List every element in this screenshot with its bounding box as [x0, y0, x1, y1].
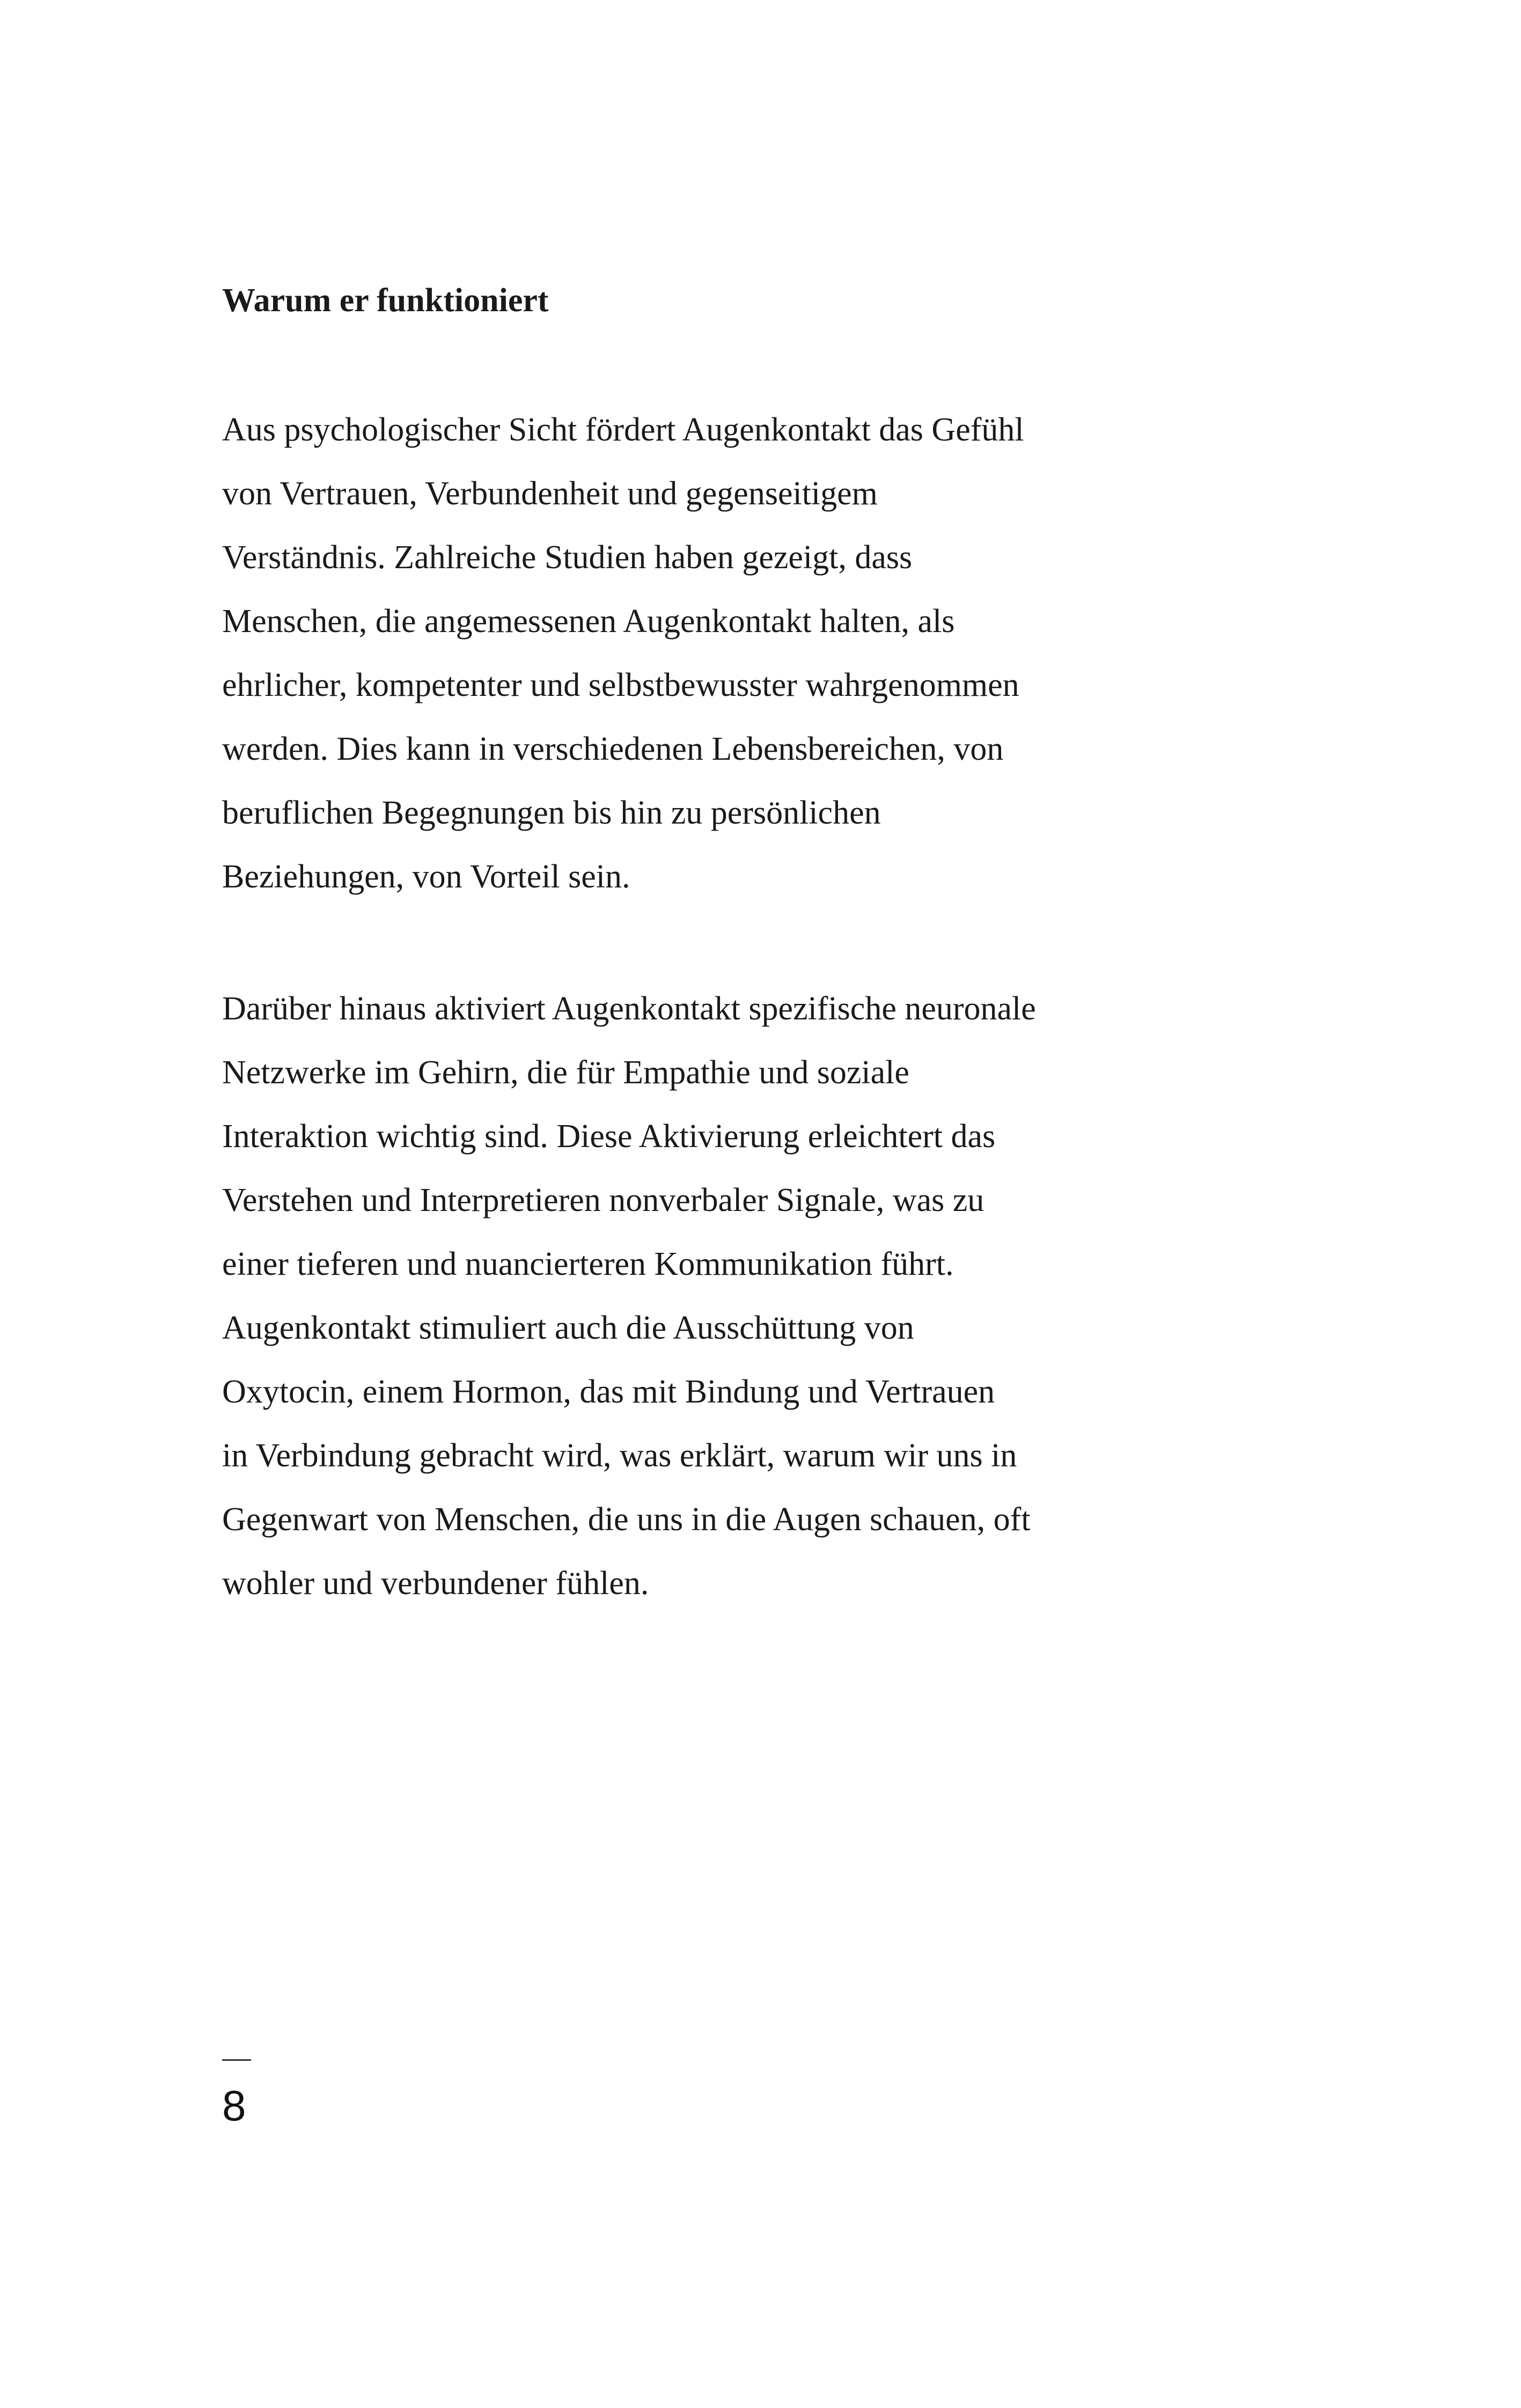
paragraph-line: einer tieferen und nuancierteren Kommunikation führt.: [222, 1246, 954, 1282]
paragraph-line: Verständnis. Zahlreiche Studien haben gezeigt, dass: [222, 539, 913, 576]
footer-divider: [222, 2059, 251, 2061]
paragraph-line: wohler und verbundener fühlen.: [222, 1565, 649, 1602]
paragraph-line: von Vertrauen, Verbundenheit und gegenseitigem: [222, 475, 878, 512]
paragraph-line: Darüber hinaus aktiviert Augenkontakt spezifische neuronale: [222, 990, 1036, 1027]
paragraph-line: ehrlicher, kompetenter und selbstbewusster wahrgenommen: [222, 667, 1019, 703]
paragraph-line: Menschen, die angemessenen Augenkontakt halten, als: [222, 603, 955, 640]
paragraph-line: Verstehen und Interpretieren nonverbaler Signale, was zu: [222, 1182, 984, 1218]
paragraph-line: Oxytocin, einem Hormon, das mit Bindung und Vertrauen: [222, 1374, 995, 1410]
paragraph-line: Interaktion wichtig sind. Diese Aktivierung erleichtert das: [222, 1118, 996, 1155]
paragraph-line: Beziehungen, von Vorteil sein.: [222, 858, 630, 895]
paragraph-line: Netzwerke im Gehirn, die für Empathie und soziale: [222, 1054, 909, 1091]
paragraph-line: Aus psychologischer Sicht fördert Augenkontakt das Gefühl: [222, 412, 1024, 448]
paragraph-line: Augenkontakt stimuliert auch die Ausschüttung von: [222, 1310, 914, 1346]
paragraph-line: Gegenwart von Menschen, die uns in die Augen schauen, oft: [222, 1501, 1031, 1538]
paragraph-1: [222, 398, 1241, 909]
section-heading: Warum er funktioniert: [222, 282, 549, 319]
paragraph-line: beruflichen Begegnungen bis hin zu persönlichen: [222, 795, 881, 831]
paragraph-line: werden. Dies kann in verschiedenen Lebensbereichen, von: [222, 731, 1004, 767]
page-number: 8: [222, 2082, 246, 2130]
paragraph-2: [222, 977, 1241, 1616]
paragraph-line: in Verbindung gebracht wird, was erklärt, warum wir uns in: [222, 1437, 1017, 1474]
